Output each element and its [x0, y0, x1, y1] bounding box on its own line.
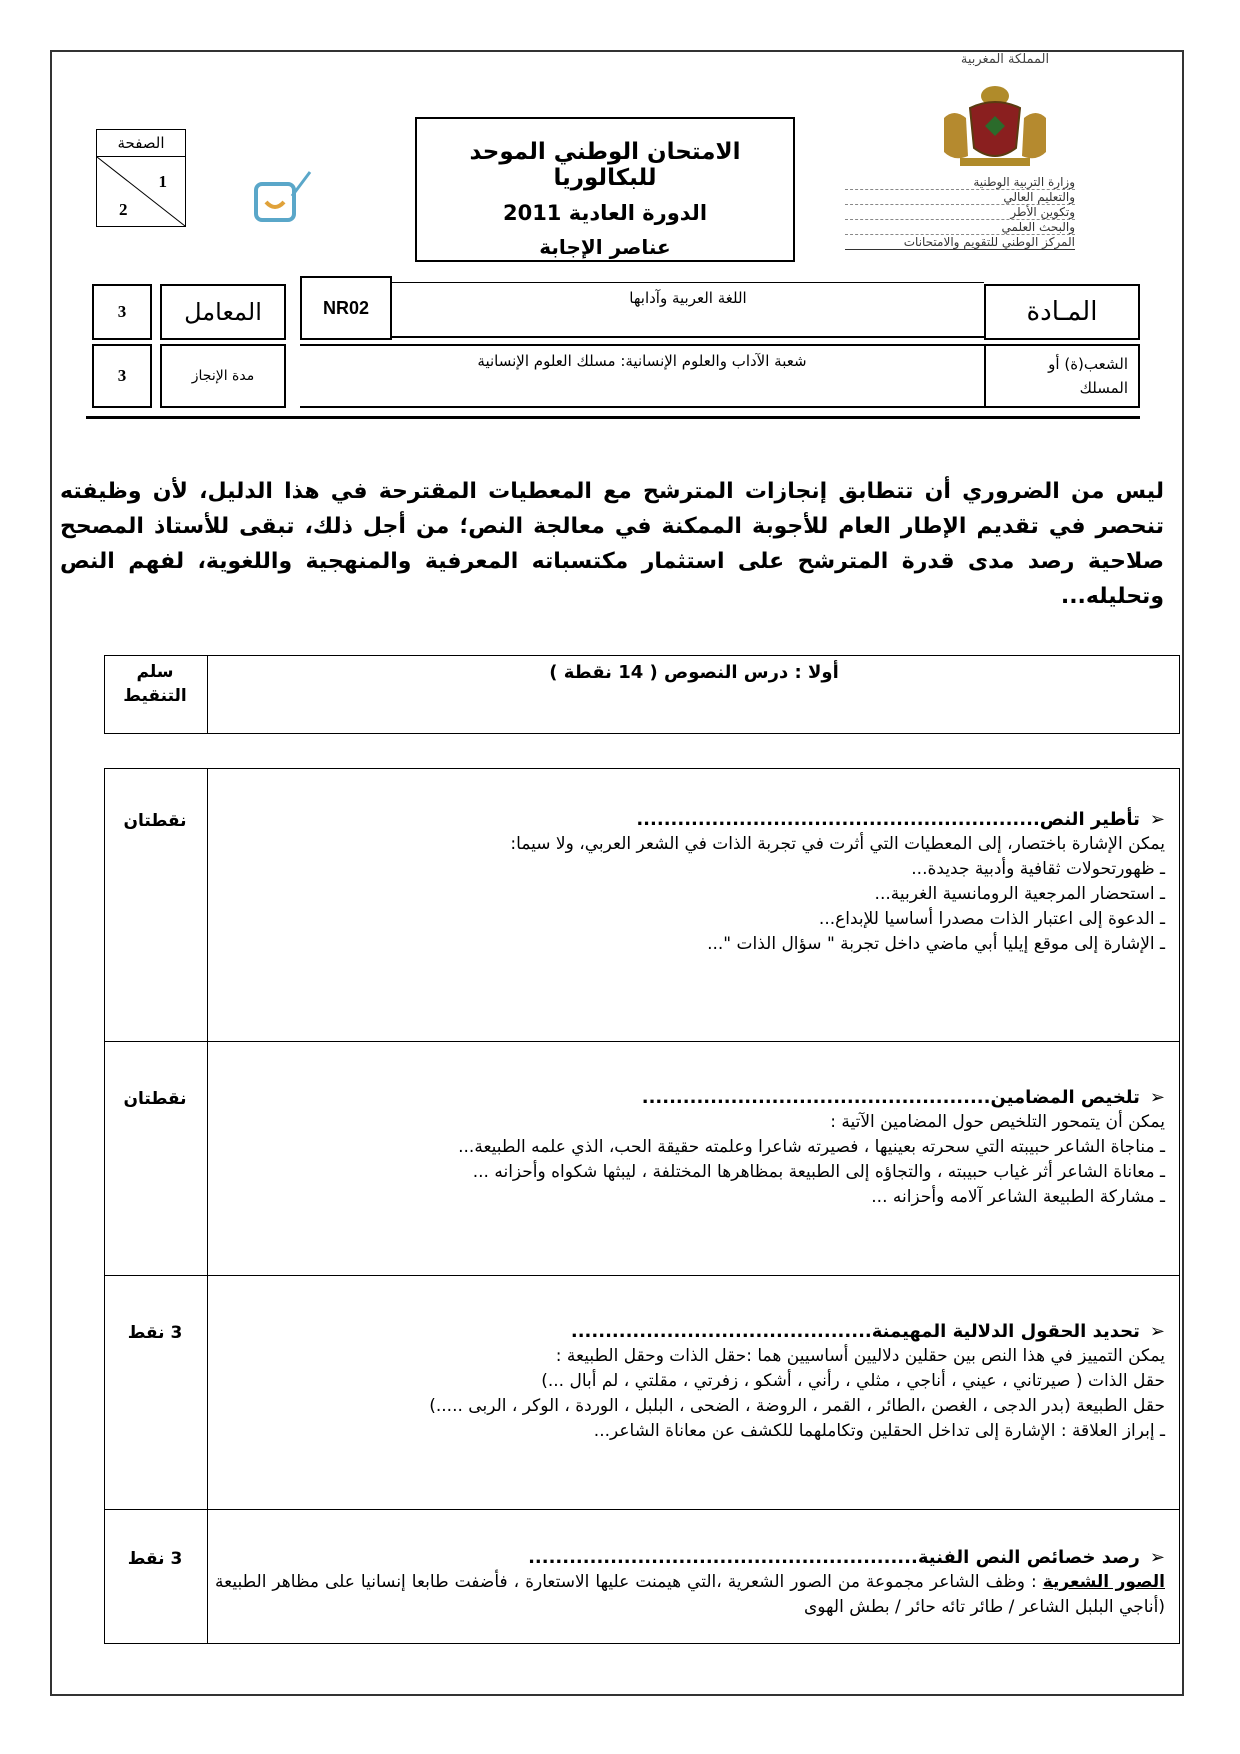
exam-code: NR02: [322, 297, 370, 318]
answer-line: يمكن أن يتمحور التلخيص حول المضامين الآتية :: [830, 1112, 1165, 1132]
heading-text: تلخيص المضامين: [990, 1087, 1140, 1108]
answer-heading: [215, 807, 1165, 832]
page-total: 2: [119, 200, 128, 219]
answer-block: [215, 1545, 1165, 1620]
answer-line: حقل الطبيعة (بدر الدجى ، الغصن ،الطائر ، القمر ، الروضة ، الضحى ، البلبل ، الوردة ، الوكر ، الربى .....): [429, 1396, 1165, 1416]
heading-text: تأطير النص: [1039, 809, 1140, 830]
section-header-table: [104, 655, 1180, 734]
diagonal-divider-icon: [97, 157, 185, 226]
ministry-line: والتعليم العالي: [845, 190, 1075, 205]
coef-value: 3: [117, 302, 127, 321]
answer-line: ـ إبراز العلاقة : الإشارة إلى تداخل الحقلين وتكاملهما للكشف عن معاناة الشاعر...: [593, 1421, 1165, 1441]
arrow-bullet-icon: ➢: [1149, 809, 1165, 830]
exam-session: الدورة العادية 2011: [502, 201, 708, 225]
answer-block: [215, 1085, 1165, 1210]
branch-label: الشعب(ة) أو المسلك: [1048, 355, 1128, 397]
branch-label-cell: [984, 344, 1140, 408]
exam-title-box: [415, 117, 795, 262]
duration-value-cell: [92, 344, 152, 408]
arrow-bullet-icon: ➢: [1149, 1087, 1165, 1108]
subject-value: اللغة العربية وآدابها: [629, 289, 747, 307]
column-divider: [207, 769, 208, 1643]
score-header: سلم التنقيط: [123, 662, 187, 706]
code-cell: [300, 276, 392, 340]
row-divider: [105, 1275, 1179, 1276]
ministry-line: المركز الوطني للتقويم والامتحانات: [845, 235, 1075, 250]
subject-value-cell: [392, 282, 984, 338]
row-points: 3 نقط: [127, 1549, 183, 1569]
heading-dots: .........................................................: [528, 1547, 918, 1568]
subject-label: المـادة: [1026, 297, 1098, 327]
column-divider: [207, 656, 208, 733]
answer-line: حقل الذات ( صيرتاني ، عيني ، أناجي ، مثلي ، رأني ، أشكو ، زفرتي ، مقلتي ، لم أبال ...): [541, 1371, 1165, 1391]
ministry-line: والبحث العلمي: [845, 220, 1075, 235]
answer-block: [215, 1319, 1165, 1444]
row-divider: [105, 1041, 1179, 1042]
duration-label: مدة الإنجاز: [191, 368, 255, 384]
center-logo-icon: [252, 168, 318, 224]
grading-table: [104, 768, 1180, 1644]
coef-label: المعامل: [184, 298, 262, 326]
coef-label-cell: [160, 284, 286, 340]
arrow-bullet-icon: ➢: [1149, 1547, 1165, 1568]
answer-line: ـ مناجاة الشاعر حبيبته التي سحرته بعينيها ، فصيرته شاعرا وعلمته حقيقة الحب، الذي علمه الطبيعة...: [458, 1137, 1165, 1157]
page-label: الصفحة: [97, 130, 185, 157]
page-number-box: [96, 129, 186, 227]
answer-heading: [215, 1545, 1165, 1570]
answer-line: يمكن التمييز في هذا النص بين حقلين دلاليين أساسيين هما :حقل الذات وحقل الطبيعة :: [555, 1346, 1165, 1366]
answer-heading: [215, 1319, 1165, 1344]
intro-paragraph: ليس من الضروري أن تتطابق إنجازات المترشح مع المعطيات المقترحة في هذا الدليل، لأن وظيفته تنحصر في تقديم الإطار العام للأجوبة الممكنة في معالجة النص؛ من أجل ذلك، تبقى للأستاذ المصحح صلاحية رصد مدى قدرة المترشح على استثمار مكتسباته المعرفية والمنهجية واللغوية، لفهم النص وتحليله...: [60, 479, 1164, 609]
answer-line: [215, 1570, 1165, 1620]
heading-text: رصد خصائص النص الفنية: [917, 1547, 1140, 1568]
answer-line: ـ الإشارة إلى موقع إيليا أبي ماضي داخل تجربة " سؤال الذات "...: [707, 934, 1165, 954]
row-points: نقطتان: [123, 811, 187, 831]
row-points: نقطتان: [123, 1089, 187, 1109]
heading-text: تحديد الحقول الدلالية المهيمنة: [871, 1321, 1140, 1342]
kingdom-label: المملكة المغربية: [960, 52, 1050, 67]
coef-value-cell: [92, 284, 152, 340]
answer-line: ـ ظهورتحولات ثقافية وأدبية جديدة...: [911, 859, 1165, 879]
answer-heading: [215, 1085, 1165, 1110]
ministry-line: وتكوين الأطر: [845, 205, 1075, 220]
answer-line: ـ الدعوة إلى اعتبار الذات مصدرا أساسيا للإبداع...: [818, 909, 1165, 929]
duration-value: 3: [117, 366, 127, 385]
answer-line: ـ معاناة الشاعر أثر غياب حبيبته ، والتجاؤه إلى الطبيعة بمظاهرها المختلفة ، ليبثها شكواه وأحزانه ...: [472, 1162, 1165, 1182]
exam-title: الامتحان الوطني الموحد للبكالوريا: [469, 139, 741, 191]
row-divider: [105, 1509, 1179, 1510]
heading-dots: ...................................................: [641, 1087, 991, 1108]
ministry-lines: [845, 175, 1075, 250]
answer-line: يمكن الإشارة باختصار، إلى المعطيات التي أثرت في تجربة الذات في الشعر العربي، ولا سيما:: [510, 834, 1165, 854]
branch-value-cell: [300, 344, 984, 408]
subject-label-cell: [984, 284, 1140, 340]
heading-dots: ...........................................................: [636, 809, 1040, 830]
duration-label-cell: [160, 344, 286, 408]
row-points: 3 نقط: [127, 1323, 183, 1343]
section-title: أولا : درس النصوص ( 14 نقطة ): [549, 662, 839, 683]
page-number: 1: [158, 172, 167, 191]
royal-emblem-icon: [930, 78, 1060, 170]
answer-line: ـ مشاركة الطبيعة الشاعر آلامه وأحزانه ...: [871, 1187, 1165, 1207]
answer-block: [215, 807, 1165, 957]
ministry-line: وزارة التربية الوطنية: [845, 175, 1075, 190]
branch-value: شعبة الآداب والعلوم الإنسانية: مسلك العلوم الإنسانية: [477, 352, 807, 370]
answer-line: ـ استحضار المرجعية الرومانسية الغربية...: [874, 884, 1165, 904]
answer-text: : وظف الشاعر مجموعة من الصور الشعرية ،التي هيمنت عليها الاستعارة ، فأضفت طابعا إنسانيا على مظاهر الطبيعة (أناجي البلبل الشاعر / طائر تائه حائر / بطش الهوى: [215, 1572, 1165, 1617]
answer-key-label: عناصر الإجابة: [539, 235, 671, 259]
header-rule: [86, 416, 1140, 419]
arrow-bullet-icon: ➢: [1149, 1321, 1165, 1342]
heading-dots: ............................................: [570, 1321, 872, 1342]
term-label: الصور الشعرية: [1042, 1572, 1165, 1592]
